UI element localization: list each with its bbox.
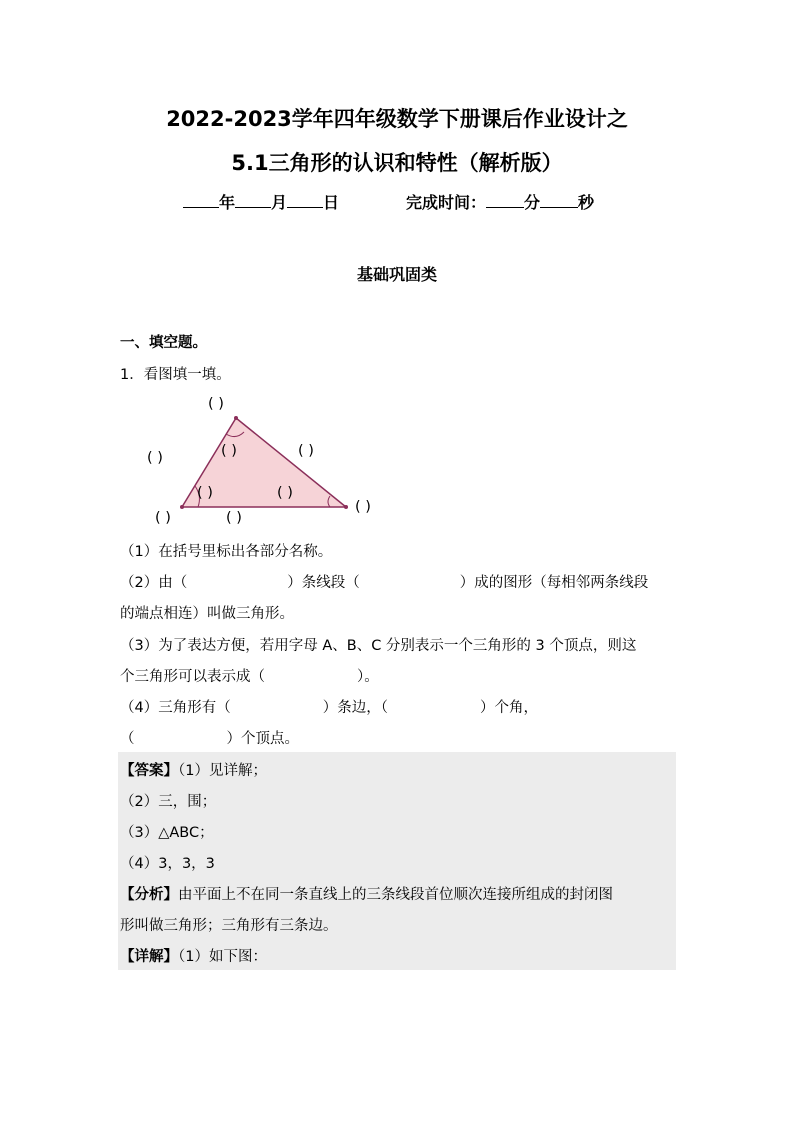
label-paren-angle-top: ( ) [221, 443, 237, 459]
label-paren-vertex-right: ( ) [355, 499, 371, 515]
day-label: 日 [323, 193, 340, 212]
q4-part-b: ）条边，（ [322, 700, 388, 716]
answer-label: 【答案】 [120, 763, 178, 779]
q3-part-b: 个三角形可以表示成（ [120, 669, 265, 685]
vertex-dot-left [180, 505, 184, 509]
triangle-figure [140, 392, 430, 532]
q4-part-a: （4）三角形有（ [120, 700, 231, 716]
q4-part-c: ）个角， [479, 700, 538, 716]
label-paren-side-left: ( ) [147, 450, 163, 466]
label-paren-angle-right: ( ) [277, 485, 293, 501]
label-paren-vertex-top: ( ) [208, 396, 224, 412]
detail-label: 【详解】 [120, 949, 178, 965]
minute-label: 分 [524, 193, 541, 212]
section-title: 基础巩固类 [356, 265, 437, 284]
analysis-label: 【分析】 [120, 887, 178, 903]
sub-question-4-cont [120, 727, 299, 748]
label-paren-side-right: ( ) [298, 443, 314, 459]
q3-part-c: ）。 [357, 669, 379, 685]
sub-question-2 [120, 571, 648, 592]
document-title-line1: 2022-2023学年四年级数学下册课后作业设计之 [166, 107, 628, 131]
q2-part-c: ）成的图形（每相邻两条线段 [459, 575, 649, 591]
date-line [183, 190, 339, 213]
answer-line-1 [120, 759, 267, 780]
sub-question-2-cont: 的端点相连）叫做三角形。 [120, 606, 294, 622]
analysis-line-2: 形叫做三角形；三角形有三条边。 [120, 918, 338, 934]
sub-question-3-cont [120, 665, 379, 686]
detail-text-1: （1）如下图： [178, 949, 267, 965]
document-title-line2: 5.1三角形的认识和特性（解析版） [231, 151, 563, 175]
q4-part-e: ）个顶点。 [226, 731, 299, 747]
answer-2: （2）三，围； [120, 794, 217, 810]
analysis-line-1 [120, 883, 613, 904]
label-paren-vertex-left: ( ) [155, 510, 171, 526]
answer-1: （1）见详解； [178, 763, 267, 779]
q4-part-d: （ [120, 731, 135, 747]
detail-line-1 [120, 945, 267, 966]
time-label: 完成时间： [406, 193, 487, 212]
vertex-dot-top [234, 416, 238, 420]
sub-question-4 [120, 696, 538, 717]
part-title: 一、填空题。 [120, 335, 207, 351]
sub-question-3: （3）为了表达方便，若用字母 A、B、C 分别表示一个三角形的 3 个顶点，则这 [120, 638, 637, 654]
month-label: 月 [271, 193, 288, 212]
sub-question-1: （1）在括号里标出各部分名称。 [120, 544, 333, 560]
label-paren-side-bottom: ( ) [226, 510, 242, 526]
q2-part-a: （2）由（ [120, 575, 188, 591]
q2-part-b: ）条线段（ [287, 575, 360, 591]
label-paren-angle-left: ( ) [197, 485, 213, 501]
question-stem: 1．看图填一填。 [120, 367, 231, 383]
answer-4: （4）3，3，3 [120, 856, 215, 872]
time-line [406, 190, 594, 213]
second-label: 秒 [578, 193, 595, 212]
year-label: 年 [219, 193, 236, 212]
vertex-dot-right [344, 505, 348, 509]
answer-3: （3）△ABC； [120, 825, 214, 841]
analysis-text-1: 由平面上不在同一条直线上的三条线段首位顺次连接所组成的封闭图 [178, 887, 613, 903]
